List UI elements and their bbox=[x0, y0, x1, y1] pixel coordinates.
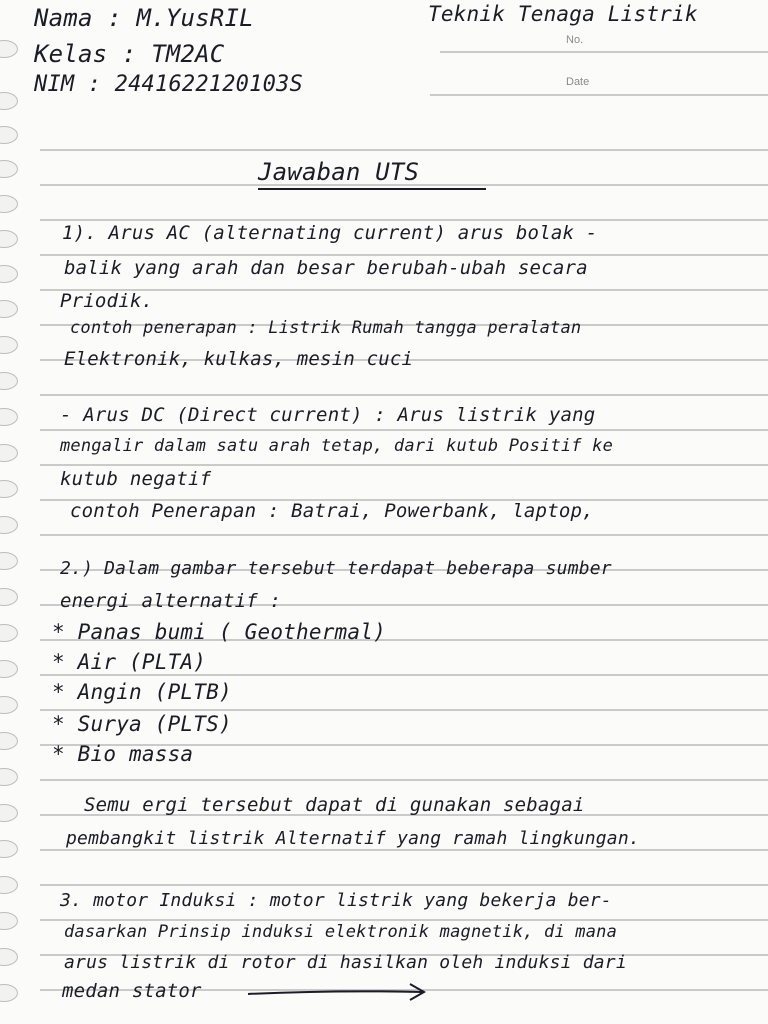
student-nim: NIM : 2441622120103S bbox=[34, 72, 303, 97]
q1-line: Elektronik, kulkas, mesin cuci bbox=[64, 348, 414, 370]
q2-line: energi alternatif : bbox=[60, 590, 282, 612]
q3-line: 3. motor Induksi : motor listrik yang bekerja ber- bbox=[60, 890, 612, 911]
page-title: Jawaban UTS bbox=[258, 158, 420, 186]
q1-line: - Arus DC (Direct current) : Arus listrik yang bbox=[60, 404, 596, 426]
student-name: Nama : M.YusRIL bbox=[34, 4, 254, 32]
q2-line: * Panas bumi ( Geothermal) bbox=[52, 620, 386, 644]
q1-line: 1). Arus AC (alternating current) arus bolak - bbox=[62, 222, 598, 244]
q2-line: Semu ergi tersebut dapat di gunakan sebagai bbox=[84, 794, 585, 816]
q1-line: mengalir dalam satu arah tetap, dari kutub Positif ke bbox=[60, 436, 614, 456]
q3-line: dasarkan Prinsip induksi elektronik magnetik, di mana bbox=[64, 922, 618, 942]
q2-line: * Surya (PLTS) bbox=[52, 712, 232, 736]
no-label: No. bbox=[566, 34, 584, 46]
q1-line: balik yang arah dan besar berubah-ubah secara bbox=[64, 257, 588, 279]
q1-line: contoh penerapan : Listrik Rumah tangga peralatan bbox=[70, 318, 582, 338]
q1-line: contoh Penerapan : Batrai, Powerbank, laptop, bbox=[70, 500, 594, 522]
arrow-right-icon bbox=[244, 980, 434, 1006]
date-label: Date bbox=[566, 76, 590, 88]
q2-line: * Air (PLTA) bbox=[52, 650, 207, 674]
q2-line: * Angin (PLTB) bbox=[52, 680, 232, 704]
q1-line: Priodik. bbox=[60, 290, 154, 312]
q2-line: pembangkit listrik Alternatif yang ramah lingkungan. bbox=[66, 828, 640, 849]
q3-line: arus listrik di rotor di hasilkan oleh induksi dari bbox=[64, 952, 627, 973]
student-class: Kelas : TM2AC bbox=[34, 40, 225, 68]
q3-line: medan stator bbox=[62, 980, 202, 1002]
q1-line: kutub negatif bbox=[60, 468, 212, 490]
subject-title: Teknik Tenaga Listrik bbox=[428, 2, 698, 26]
q2-line: * Bio massa bbox=[52, 742, 194, 766]
title-underline bbox=[258, 188, 486, 190]
q2-line: 2.) Dalam gambar tersebut terdapat beberapa sumber bbox=[60, 558, 612, 579]
